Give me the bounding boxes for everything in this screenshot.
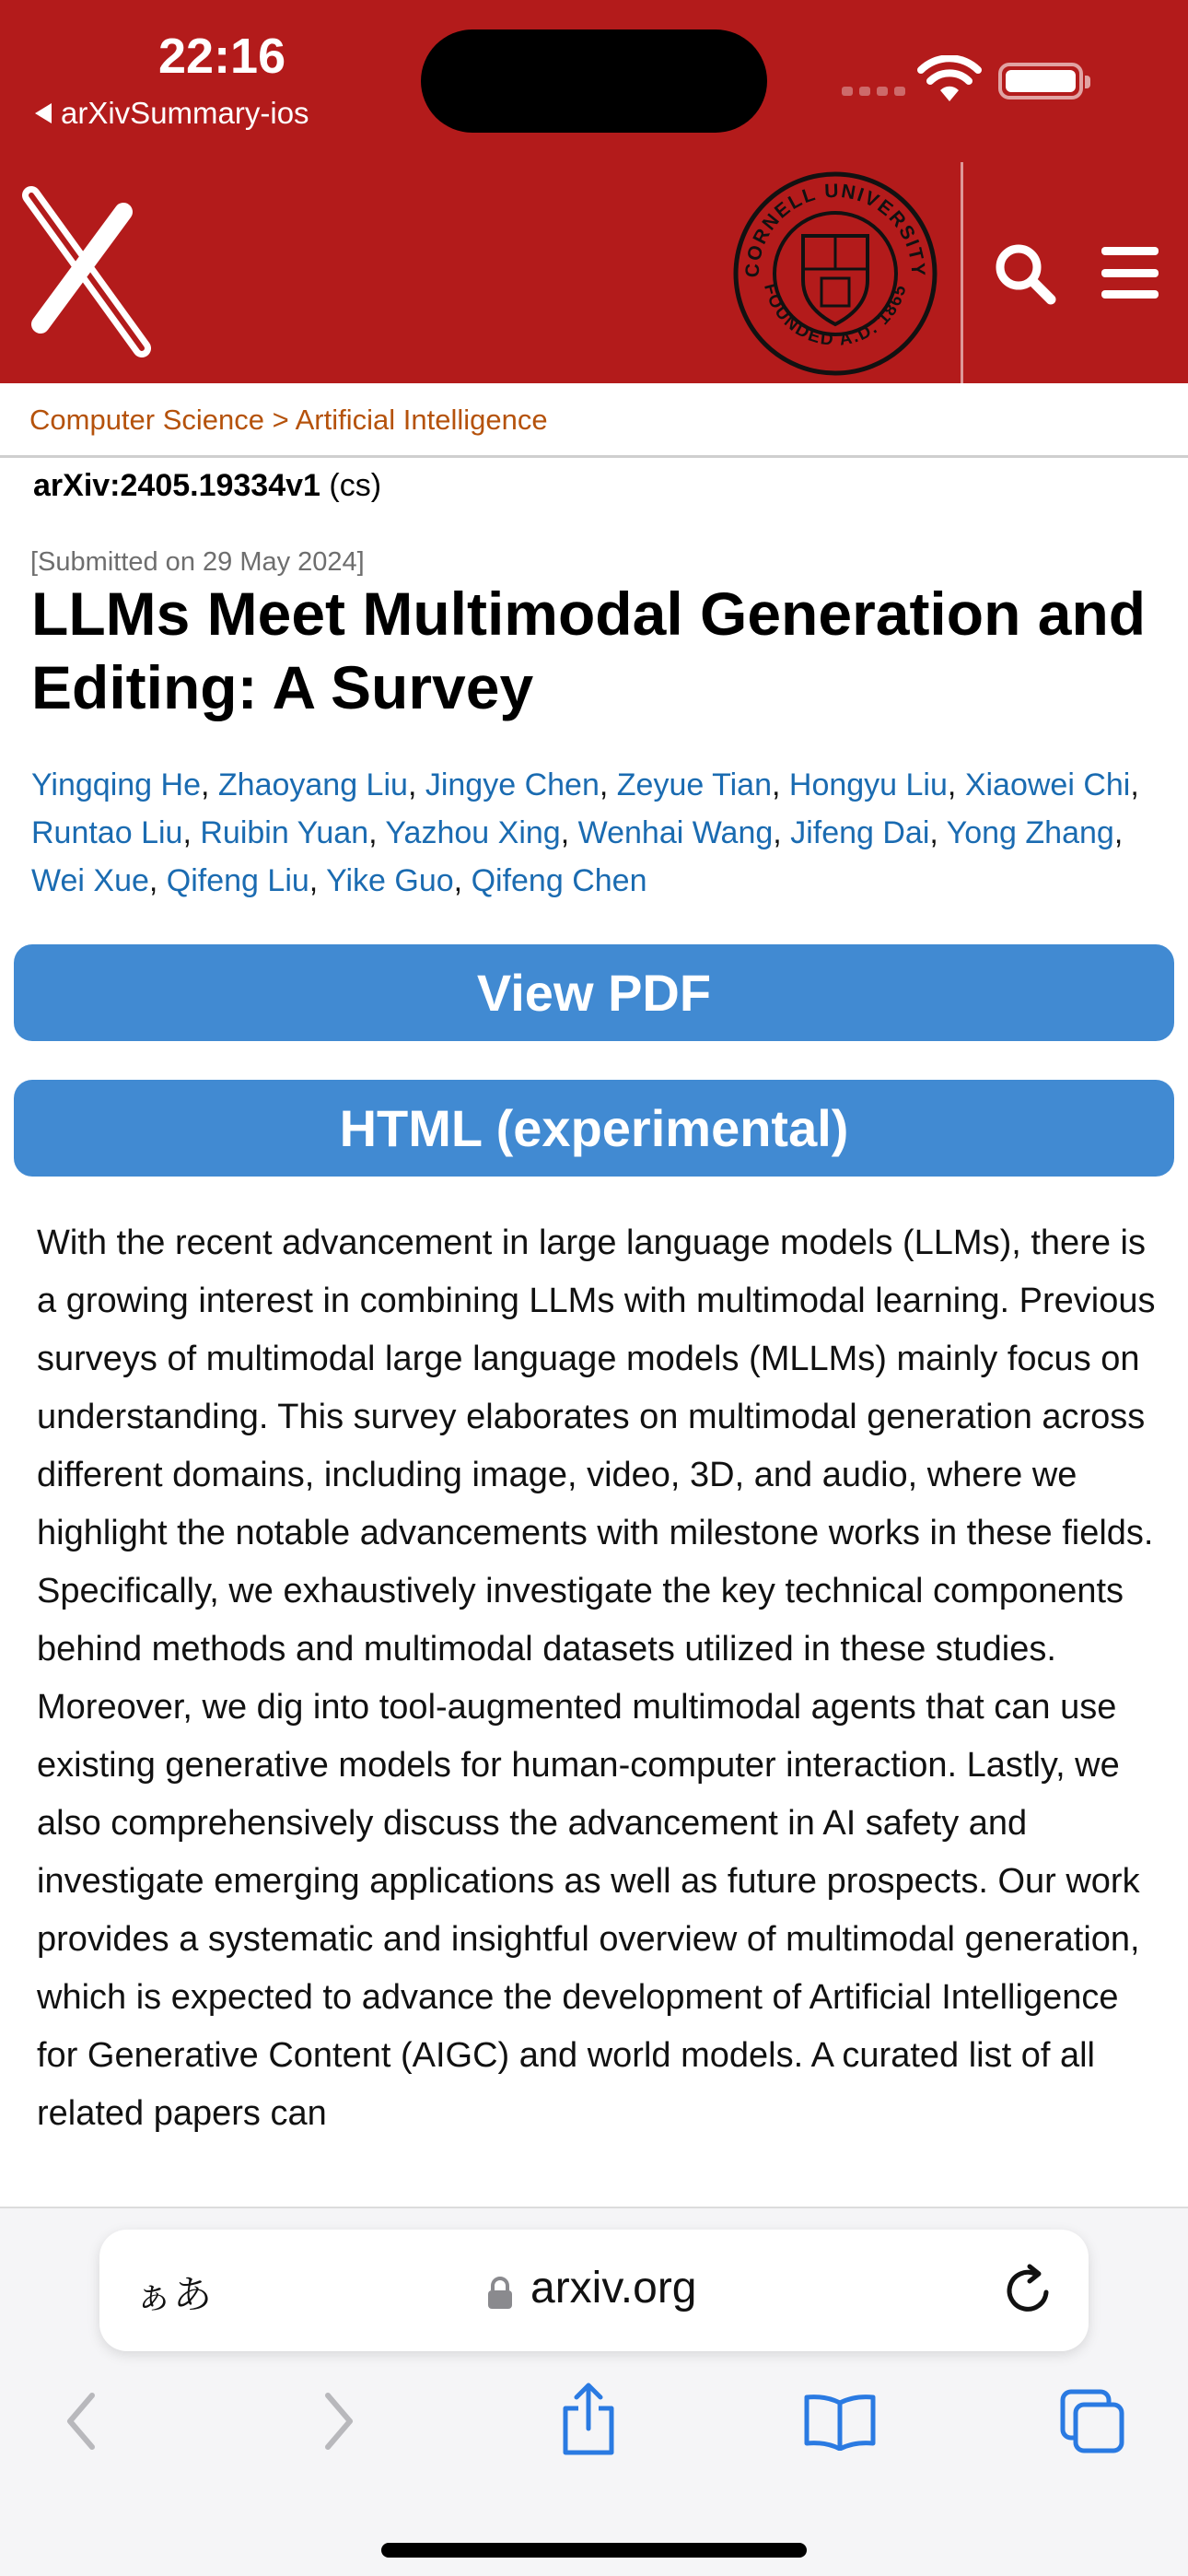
breadcrumb[interactable]: Computer Science > Artificial Intelligence — [29, 404, 548, 436]
tabs-icon[interactable] — [1059, 2388, 1125, 2454]
author-link[interactable]: Qifeng Chen — [471, 863, 647, 898]
hamburger-menu-icon[interactable] — [1101, 247, 1159, 299]
header-divider — [961, 162, 963, 383]
back-to-app-link[interactable] — [35, 96, 309, 131]
arxiv-x-logo-icon[interactable] — [13, 184, 151, 359]
search-icon[interactable] — [993, 241, 1057, 306]
back-app-label: arXivSummary-ios — [61, 96, 309, 130]
html-experimental-button[interactable]: HTML (experimental) — [14, 1080, 1174, 1177]
author-link[interactable]: Jifeng Dai — [790, 815, 930, 850]
cornell-seal-icon[interactable] — [731, 170, 939, 378]
lock-icon — [486, 2276, 514, 2311]
back-icon[interactable] — [61, 2388, 101, 2454]
author-link[interactable]: Yike Guo — [326, 863, 454, 898]
svg-text:CORNELL UNIVERSITY: CORNELL UNIVERSITY — [741, 180, 929, 278]
arxiv-identifier — [33, 468, 381, 504]
author-link[interactable]: Jingye Chen — [425, 767, 600, 802]
forward-icon[interactable] — [319, 2388, 359, 2454]
author-link[interactable]: Yazhou Xing — [385, 815, 561, 850]
author-link[interactable]: Xiaowei Chi — [964, 767, 1131, 802]
author-link[interactable]: Ruibin Yuan — [200, 815, 369, 850]
bookmarks-icon[interactable] — [803, 2392, 877, 2451]
wifi-icon — [917, 55, 982, 103]
author-link[interactable]: Hongyu Liu — [788, 767, 948, 802]
page-format-button[interactable]: ぁあ — [134, 2273, 213, 2316]
breadcrumb-divider — [0, 455, 1188, 458]
cellular-signal-icon — [842, 87, 905, 96]
home-indicator — [381, 2543, 807, 2558]
author-link[interactable]: Yingqing He — [31, 767, 201, 802]
submission-date: [Submitted on 29 May 2024] — [30, 547, 365, 577]
author-link[interactable]: Wei Xue — [31, 863, 149, 898]
svg-text:FOUNDED A.D. 1865: FOUNDED A.D. 1865 — [759, 281, 911, 350]
author-link[interactable]: Runtao Liu — [31, 815, 183, 850]
arxiv-id-number: arXiv:2405.19334v1 — [33, 468, 320, 503]
reload-icon[interactable] — [1000, 2263, 1055, 2318]
view-pdf-button[interactable]: View PDF — [14, 944, 1174, 1041]
abstract-text: With the recent advancement in large language models (LLMs), there is a growing interest in combining LLMs with multimodal learning. Previous surveys of multimodal large language models (MLLMs) mainly focus on understanding. This survey elaborates on multimodal generation across different domains, including image, video, 3D, and audio, where we highlight the notable advancements with milestone works in these fields. Specifically, we exhaustively investigate the key technical components behind methods and multimodal datasets utilized in these studies. Moreover, we dig into tool-augmented multimodal agents that can use existing generative models for human-computer interaction. Lastly, we also comprehensively discuss the advancement in AI safety and investigate emerging applications as well as future prospects. Our work provides a systematic and insightful overview of multimodal generation, which is expected to advance the development of Artificial Intelligence for Generative Content (AIGC) and world models. A curated list of all related papers can — [37, 1224, 1156, 2133]
share-icon[interactable] — [558, 2381, 619, 2458]
paper-title: LLMs Meet Multimodal Generation and Editing: A Survey — [31, 580, 1147, 721]
author-link[interactable]: Zeyue Tian — [616, 767, 772, 802]
author-link[interactable]: Qifeng Liu — [166, 863, 309, 898]
battery-icon — [998, 63, 1083, 100]
author-list: Yingqing He, Zhaoyang Liu, Jingye Chen, Zeyue Tian, Hongyu Liu, Xiaowei Chi, Runtao Liu, Ruibin Yuan, Yazhou Xing, Wenhai Wang, Jifeng Dai, Yong Zhang, Wei Xue, Qifeng Liu, Yike Guo, Qifeng Chen — [31, 767, 1139, 898]
back-arrow-icon — [35, 103, 52, 123]
author-link[interactable]: Zhaoyang Liu — [217, 767, 408, 802]
url-text[interactable]: arxiv.org — [530, 2264, 697, 2313]
author-link[interactable]: Yong Zhang — [946, 815, 1114, 850]
dynamic-island — [421, 29, 767, 133]
status-time: 22:16 — [158, 29, 286, 84]
arxiv-category: (cs) — [329, 468, 382, 503]
author-link[interactable]: Wenhai Wang — [577, 815, 774, 850]
